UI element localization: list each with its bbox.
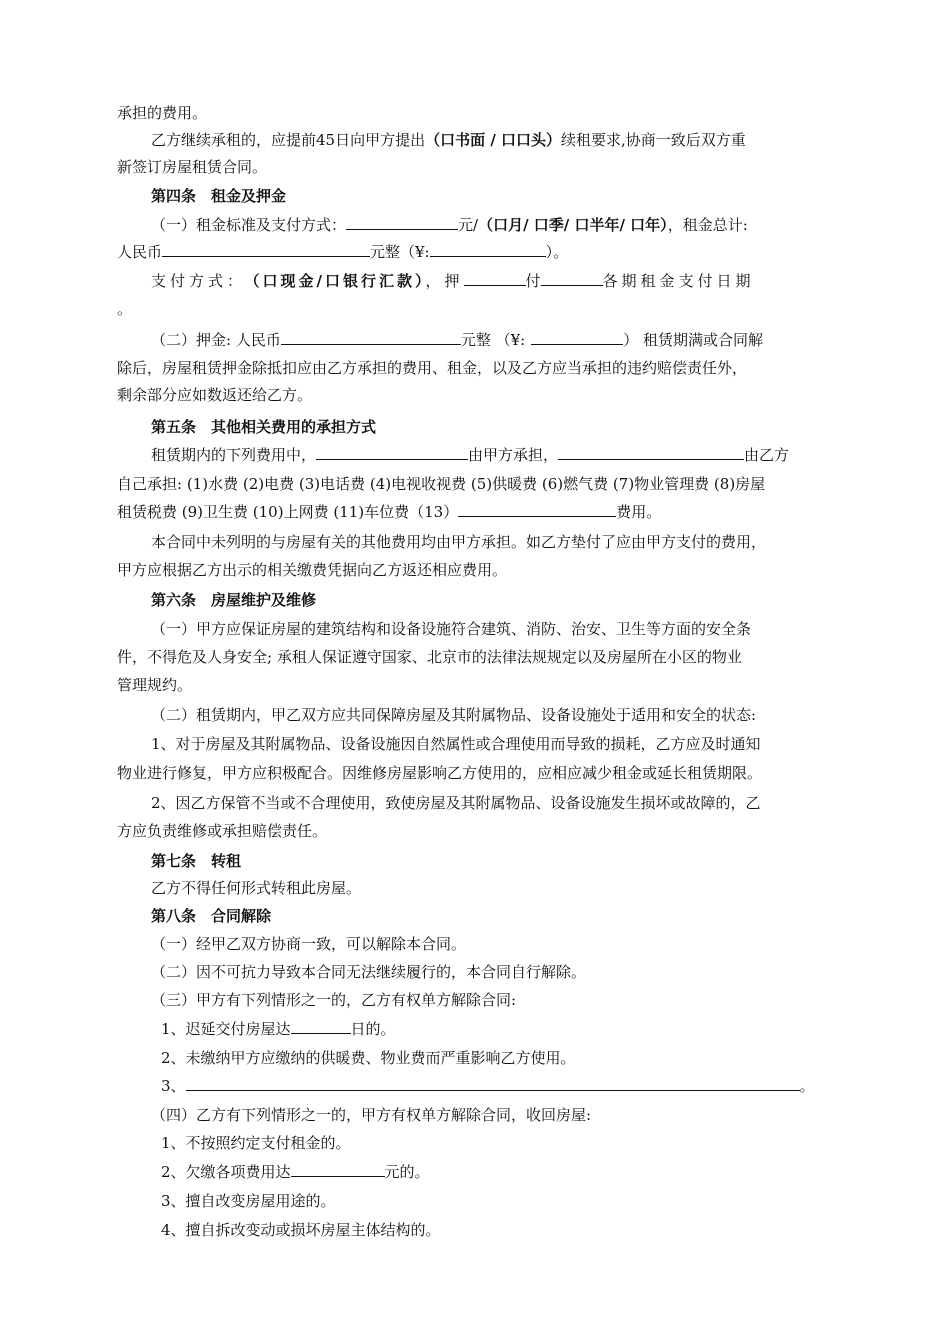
text: 各期租金支付日期 [602, 272, 755, 290]
paragraph-line: （二）租赁期内，甲乙双方应共同保障房屋及其附属物品、设备设施处于适用和安全的状态: [151, 706, 757, 724]
text: 元整（¥: [370, 243, 430, 261]
text: 3、 [161, 1077, 186, 1095]
text: 租赁税费 (9)卫生费 (10)上网费 (11)车位费（13） [117, 503, 459, 521]
deposit-amount-blank [281, 330, 461, 345]
paragraph-line: （二）因不可抗力导致本合同无法继续履行的，本合同自行解除。 [151, 963, 587, 981]
text: 费用。 [616, 503, 662, 521]
rent-standard-line [151, 215, 748, 235]
paragraph-line: 管理规约。 [117, 676, 193, 694]
paragraph-line: 剩余部分应如数返还给乙方。 [117, 386, 313, 404]
text: 付 [525, 272, 541, 290]
fees-list-line [117, 502, 661, 522]
article-5-heading: 第五条 其他相关费用的承担方式 [151, 418, 377, 436]
text: 由乙方 [744, 446, 790, 464]
rent-period-options: （口月/ 口季/ 口半年/ 口年） [478, 216, 668, 234]
paragraph-line: （一）甲方应保证房屋的建筑结构和设备设施符合建筑、消防、治安、卫生等方面的安全条 [151, 620, 752, 638]
payment-method-options: （口现金/口银行汇款） [252, 272, 426, 290]
text: 2、欠缴各项费用达 [161, 1163, 291, 1181]
paragraph-line: 物业进行修复，甲方应积极配合。因维修房屋影响乙方使用的，应相应减少租金或延长租赁期限。 [117, 764, 763, 782]
tenant-fees-blank [558, 445, 744, 460]
text: 续租要求,协商一致后双方重 [561, 131, 746, 149]
rent-total-number-blank [430, 242, 546, 257]
paragraph-line: 1、对于房屋及其附属物品、设备设施因自然属性或合理使用而导致的损耗，乙方应及时通知 [151, 735, 761, 753]
list-item: 3、擅自改变房屋用途的。 [161, 1192, 336, 1210]
text: 人民币 [117, 243, 163, 261]
text: 乙方继续承租的，应提前45日向甲方提出 [151, 131, 426, 149]
deposit-count-blank [464, 271, 526, 286]
text: 日的。 [350, 1020, 396, 1038]
rent-total-blank [162, 242, 370, 257]
payment-method-line [151, 271, 755, 291]
other-fee-blank [458, 502, 616, 517]
deposit-number-blank [531, 330, 623, 345]
paragraph-line: 本合同中未列明的与房屋有关的其他费用均由甲方承担。如乙方垫付了应由甲方支付的费用， [151, 533, 767, 551]
text: （二）押金: 人民币 [151, 331, 281, 349]
text: ，押 [425, 272, 464, 290]
paragraph-line: 除后，房屋租赁押金除抵扣应由乙方承担的费用、租金，以及乙方应当承担的违约赔偿责任外， [117, 359, 748, 377]
text: ，租金总计: [667, 216, 748, 234]
paragraph-line: （三）甲方有下列情形之一的，乙方有权单方解除合同: [151, 991, 517, 1009]
list-item: 2、未缴纳甲方应缴纳的供暖费、物业费而严重影响乙方使用。 [161, 1049, 576, 1067]
text: 支付方式： [151, 272, 247, 290]
article-6-heading: 第六条 房屋维护及维修 [151, 591, 317, 609]
list-item: 4、擅自拆改变动或损坏房屋主体结构的。 [161, 1221, 441, 1239]
paragraph-line: 方应负责维修或承担赔偿责任。 [117, 822, 328, 840]
landlord-fees-blank [316, 445, 468, 460]
pay-count-blank [541, 271, 603, 286]
fees-line [151, 445, 789, 465]
text: 元的。 [384, 1163, 430, 1181]
text: ）。 [545, 243, 569, 261]
text: ） 租赁期满或合同解 [623, 331, 763, 349]
paragraph-line: （一）经甲乙双方协商一致，可以解除本合同。 [151, 935, 467, 953]
article-7-heading: 第七条 转租 [151, 852, 242, 870]
other-condition-blank [186, 1076, 800, 1091]
delay-days-blank [291, 1019, 351, 1034]
renewal-method-options: （口书面 / 口口头） [425, 131, 562, 149]
article-4-heading: 第四条 租金及押金 [151, 187, 287, 205]
text: 1、迟延交付房屋达 [161, 1020, 291, 1038]
article-8-heading: 第八条 合同解除 [151, 907, 272, 925]
paragraph-line: 承担的费用。 [117, 104, 208, 122]
list-item [161, 1019, 396, 1039]
rent-amount-blank [346, 215, 458, 230]
paragraph-line: （四）乙方有下列情形之一的，甲方有权单方解除合同，收回房屋: [151, 1106, 592, 1124]
paragraph-line: 2、因乙方保管不当或不合理使用，致使房屋及其附属物品、设备设施发生损坏或故障的，乙 [151, 794, 761, 812]
paragraph-line: 件，不得危及人身安全; 承租人保证遵守国家、北京市的法律法规规定以及房屋所在小区的物业 [117, 648, 742, 666]
text: 租赁期内的下列费用中， [151, 446, 317, 464]
list-item: 1、不按照约定支付租金的。 [161, 1134, 351, 1152]
paragraph-line: 。 [117, 300, 133, 318]
paragraph-line: 自己承担: (1)水费 (2)电费 (3)电话费 (4)电视收视费 (5)供暖费 (6)燃气费 (7)物业管理费 (8)房屋 [117, 475, 766, 493]
arrears-amount-blank [291, 1162, 385, 1177]
deposit-line [151, 330, 763, 350]
text: 元整 （¥: [460, 331, 526, 349]
text: 元/ [458, 216, 479, 234]
list-item [161, 1162, 430, 1182]
paragraph-line: 新签订房屋租赁合同。 [117, 158, 268, 176]
rent-total-line [117, 242, 568, 262]
renewal-clause [151, 130, 746, 150]
paragraph-line: 乙方不得任何形式转租此房屋。 [151, 879, 362, 897]
paragraph-line: 甲方应根据乙方出示的相关缴费凭据向乙方返还相应费用。 [117, 561, 508, 579]
text: 。 [799, 1077, 815, 1095]
list-item [161, 1076, 815, 1096]
text: （一）租金标准及支付方式： [151, 216, 347, 234]
text: 由甲方承担， [468, 446, 559, 464]
